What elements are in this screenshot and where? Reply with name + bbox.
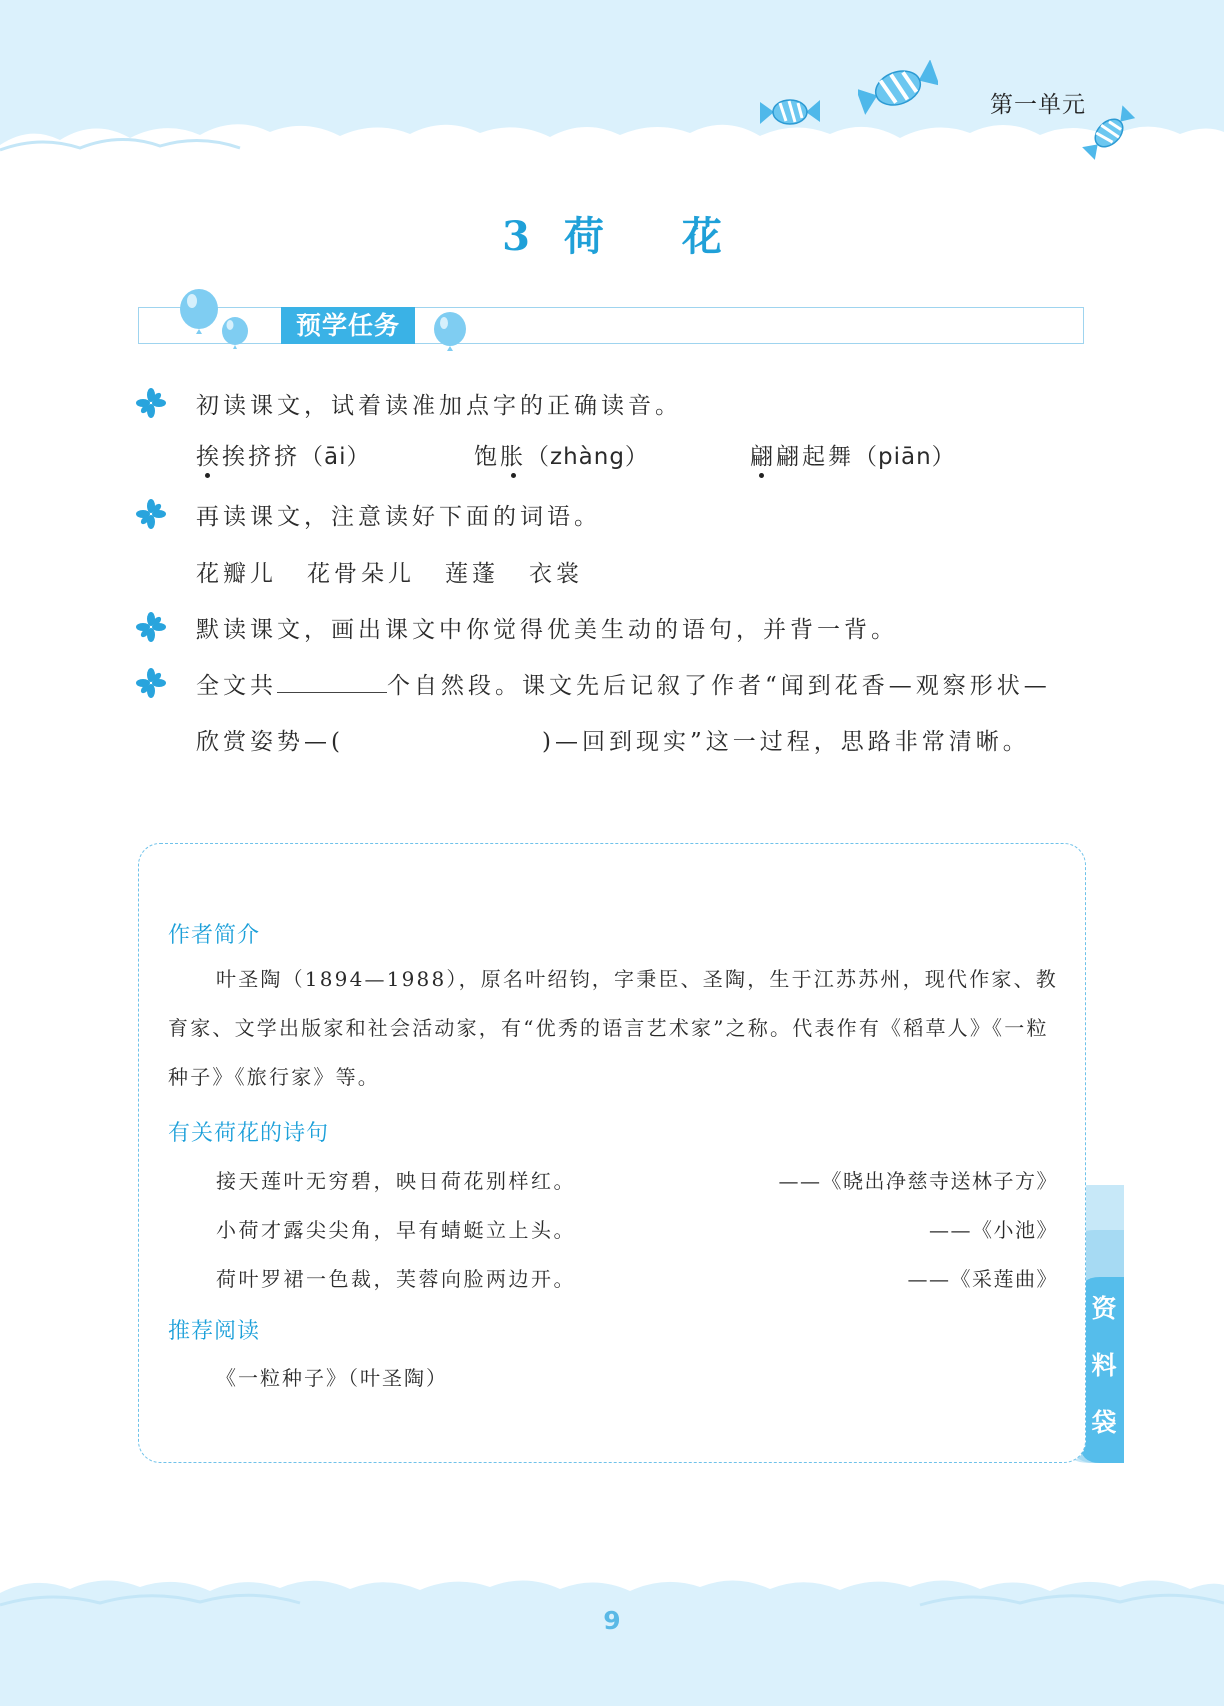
task-section-label: 预学任务 [281, 307, 415, 344]
lesson-title-char: 荷 [563, 213, 604, 260]
task-header-frame [138, 307, 1084, 344]
pinyin-reading: （piān） [854, 444, 956, 470]
lesson-title [0, 205, 1224, 262]
recommended-book: 《一粒种子》（叶圣陶） [216, 1366, 448, 1390]
flower-bullet-icon [136, 499, 166, 529]
side-tab-label [1086, 1280, 1122, 1451]
pinyin-item [474, 438, 649, 471]
word-item: 花瓣儿 [196, 561, 277, 587]
balloon-icon [220, 316, 250, 352]
unit-label: 第一单元 [990, 92, 1086, 118]
side-tab-char: 袋 [1091, 1408, 1117, 1437]
author-heading: 作者简介 [168, 923, 261, 948]
word-item: 花骨朵儿 [307, 561, 415, 587]
task-4-text-b: 个自然段。课文先后记叙了作者“闻到花香—观察形状— [387, 673, 1051, 699]
candy-icon [1080, 104, 1138, 162]
pinyin-reading: （āi） [300, 444, 371, 470]
task-4-text-c: 欣赏姿势—( [196, 729, 344, 755]
poem-source: ——《采莲曲》 [907, 1267, 1058, 1291]
answer-blank[interactable] [277, 667, 387, 693]
flower-bullet-icon [136, 668, 166, 698]
reading-heading: 推荐阅读 [168, 1319, 261, 1344]
pinyin-reading: （zhàng） [526, 444, 649, 470]
balloon-icon [432, 312, 468, 356]
word-item: 衣裳 [529, 561, 583, 587]
page-number: 9 [603, 1606, 621, 1635]
emphasis-dot [759, 473, 764, 478]
poem-source: ——《小池》 [929, 1218, 1058, 1242]
task-1-text: 初读课文，试着读准加点字的正确读音。 [196, 393, 682, 419]
task-3-text: 默读课文，画出课文中你觉得优美生动的语句，并背一背。 [196, 617, 898, 643]
poems-heading: 有关荷花的诗句 [168, 1121, 330, 1146]
footer-cloud-band [0, 1575, 1224, 1706]
poem-line: 接天莲叶无穷碧，映日荷花别样红。 [216, 1169, 576, 1193]
emphasis-dot [205, 473, 210, 478]
side-tab-char: 资 [1091, 1294, 1117, 1323]
candy-icon [760, 94, 820, 130]
word-item: 莲蓬 [445, 561, 499, 587]
task-4-line-1 [196, 667, 1051, 700]
poem-line: 小荷才露尖尖角，早有蜻蜓立上头。 [216, 1218, 576, 1242]
side-tab-char: 料 [1091, 1351, 1117, 1380]
task-4-text-a: 全文共 [196, 673, 277, 699]
emphasis-dot [511, 473, 516, 478]
poem-source: ——《晓出净慈寺送林子方》 [778, 1169, 1058, 1193]
pinyin-item [750, 438, 956, 471]
word-list [196, 555, 613, 588]
task-4-text-d: )—回到现实”这一过程，思路非常清晰。 [541, 729, 1030, 755]
flower-bullet-icon [136, 612, 166, 642]
task-4-line-2 [196, 723, 1030, 756]
pinyin-word: 饱胀 [474, 444, 526, 470]
candy-icon [858, 60, 938, 116]
pinyin-word: 翩翩起舞 [750, 444, 854, 470]
lesson-title-char: 花 [681, 213, 722, 260]
pinyin-item [196, 438, 370, 471]
task-2-text: 再读课文，注意读好下面的词语。 [196, 504, 601, 530]
flower-bullet-icon [136, 388, 166, 418]
pinyin-word: 挨挨挤挤 [196, 444, 300, 470]
balloon-icon [178, 288, 220, 340]
author-paragraph: 叶圣陶（1894—1988），原名叶绍钧，字秉臣、圣陶，生于江苏苏州，现代作家、教育家、文学出版家和社会活动家，有“优秀的语言艺术家”之称。代表作有《稻草人》《一粒种子》《旅行家》等。 [168, 967, 1058, 1089]
lesson-number: 3 [502, 213, 530, 260]
poem-line: 荷叶罗裙一色裁，芙蓉向脸两边开。 [216, 1267, 576, 1291]
